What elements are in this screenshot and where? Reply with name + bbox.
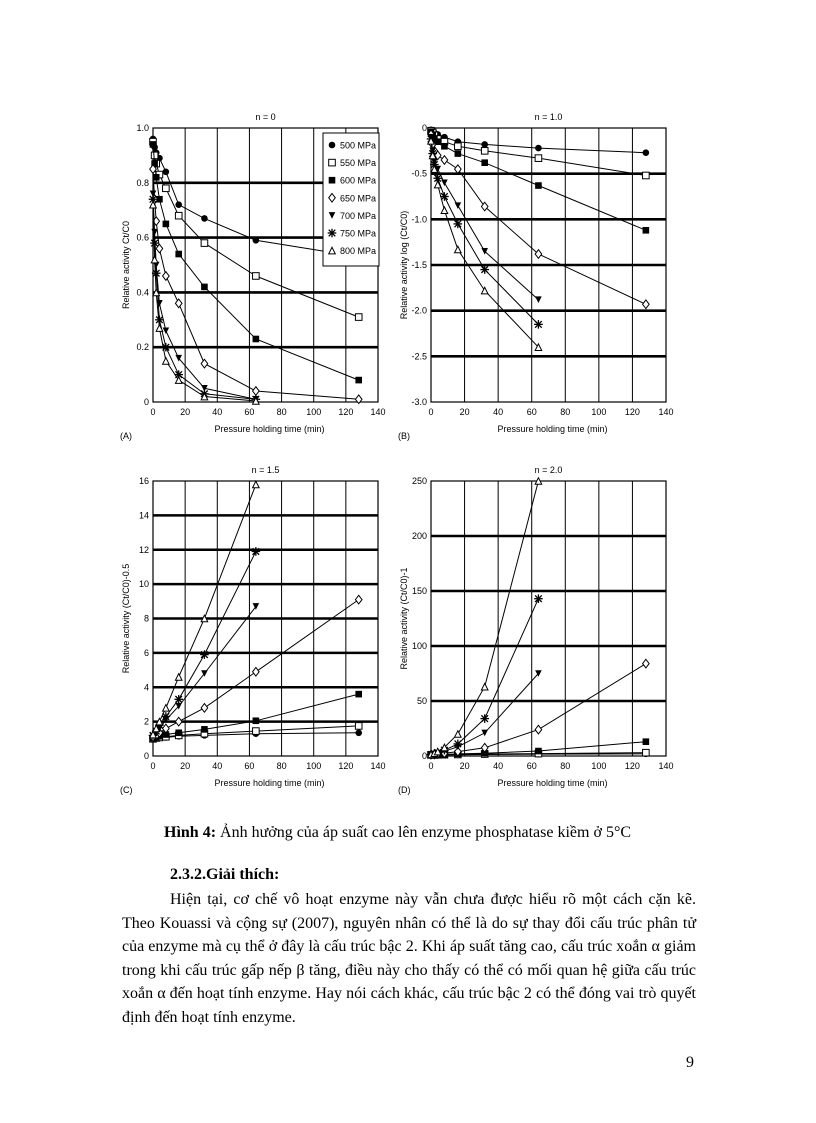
data-point-550-mpa (355, 723, 362, 730)
legend-label: 600 MPa (340, 175, 377, 186)
panel-label: (A) (120, 431, 132, 441)
data-point-550-mpa (175, 212, 182, 219)
x-tick-label: 0 (428, 407, 434, 417)
data-point-500-mpa (481, 141, 488, 148)
x-tick-label: 100 (306, 761, 322, 771)
caption-label: Hình 4: (164, 824, 217, 841)
paragraph-text: Hiện tại, cơ chế vô hoạt enzyme này vẫn chưa được hiểu rõ một cách cặn kẽ. Theo Kouassi và cộng sự (2007), nguyên nhân có thể là do sự thay đổi cấu trúc phân tử của enzyme mà cụ thể ở đây là cấu trúc bậc 2. Khi áp suất tăng cao, cấu trúc xoắn α giảm trong khi cấu trúc gấp nếp β tăng, điều này cho thấy có thể có mối quan hệ giữa cấu trúc xoắn α đến hoạt tính enzyme. Hay nói cách khác, cấu trúc bậc 2 có thể đóng vai trò quyết định đến hoạt tính enzyme. (122, 891, 696, 1026)
page-number: 9 (686, 1054, 694, 1071)
x-tick-label: 60 (526, 761, 537, 771)
x-tick-label: 0 (428, 761, 434, 771)
x-axis-label: Pressure holding time (min) (497, 778, 608, 788)
y-tick-label: 0.8 (136, 177, 149, 188)
data-point-500-mpa (253, 237, 260, 244)
data-point-550-mpa (643, 172, 650, 179)
data-point-750-mpa (252, 547, 261, 556)
data-point-600-mpa (163, 221, 170, 228)
y-axis-label: Relative activity log (Ct/C0) (399, 210, 409, 320)
data-point-750-mpa (454, 740, 463, 749)
data-point-600-mpa (643, 738, 650, 745)
y-axis-label: Relative activity Ct/C0 (121, 220, 131, 310)
data-point-750-mpa (152, 269, 161, 278)
y-tick-label: -2.5 (411, 351, 427, 362)
y-tick-label: 0 (421, 751, 427, 761)
data-point-500-mpa (175, 201, 182, 208)
data-point-750-mpa (200, 650, 209, 659)
data-point-550-mpa (253, 728, 260, 735)
data-point-600-mpa (535, 748, 542, 755)
y-tick-label: 0.2 (136, 342, 149, 353)
x-tick-label: 40 (493, 761, 504, 771)
y-tick-label: 8 (143, 613, 149, 624)
body-paragraph (122, 888, 696, 1029)
chart-title: n = 1.0 (534, 112, 563, 122)
x-tick-label: 80 (560, 761, 571, 771)
x-tick-label: 80 (560, 407, 571, 417)
x-tick-label: 60 (244, 761, 255, 771)
y-tick-label: 12 (138, 544, 149, 555)
y-tick-label: 0 (143, 751, 149, 761)
y-tick-label: -3.0 (411, 397, 427, 407)
x-tick-label: 0 (150, 407, 156, 417)
x-tick-label: 140 (658, 407, 674, 417)
y-tick-label: 100 (411, 641, 427, 651)
y-tick-label: 6 (143, 647, 149, 658)
data-point-600-mpa (201, 726, 208, 733)
data-point-550-mpa (643, 749, 650, 756)
x-axis-label: Pressure holding time (min) (497, 424, 608, 434)
y-tick-label: 0 (421, 123, 427, 133)
x-axis-label: Pressure holding time (min) (214, 778, 325, 788)
x-tick-label: 80 (276, 761, 287, 771)
data-point-600-mpa (481, 159, 488, 166)
x-tick-label: 20 (459, 407, 470, 417)
x-tick-label: 20 (180, 761, 191, 771)
x-tick-label: 120 (338, 407, 354, 417)
legend-marker (329, 177, 336, 184)
data-point-550-mpa (355, 314, 362, 321)
x-tick-label: 140 (658, 761, 674, 771)
y-tick-label: -0.5 (411, 168, 427, 179)
y-tick-label: 16 (138, 476, 149, 486)
x-tick-label: 100 (591, 407, 607, 417)
data-point-750-mpa (174, 695, 183, 704)
data-point-600-mpa (441, 143, 448, 150)
legend-label: 700 MPa (340, 210, 377, 221)
x-tick-label: 40 (212, 407, 223, 417)
y-tick-label: 2 (143, 716, 149, 727)
data-point-750-mpa (534, 320, 543, 329)
data-point-750-mpa (480, 714, 489, 723)
chart-title: n = 0 (255, 112, 276, 122)
data-point-750-mpa (534, 594, 543, 603)
x-tick-label: 100 (591, 761, 607, 771)
y-tick-label: 14 (138, 510, 149, 521)
x-tick-label: 80 (276, 407, 287, 417)
legend-label: 500 MPa (340, 140, 377, 151)
y-tick-label: -1.5 (411, 260, 427, 270)
y-tick-label: 1.0 (136, 123, 149, 133)
data-point-600-mpa (643, 227, 650, 234)
x-tick-label: 20 (180, 407, 191, 417)
section-heading: 2.3.2.Giải thích: (170, 866, 280, 883)
x-tick-label: 120 (624, 761, 640, 771)
legend-label: 650 MPa (340, 193, 377, 204)
plot-frame (431, 481, 666, 756)
x-tick-label: 140 (370, 407, 386, 417)
data-point-500-mpa (163, 169, 170, 176)
panel-label: (D) (398, 785, 411, 795)
y-tick-label: 0 (143, 397, 149, 407)
data-point-600-mpa (455, 150, 462, 157)
y-axis-label: Relative activity (Ct/C0)-0.5 (121, 563, 131, 674)
data-point-600-mpa (355, 377, 362, 384)
x-tick-label: 40 (493, 407, 504, 417)
y-tick-label: 200 (411, 531, 427, 541)
caption-text: Ảnh hưởng của áp suất cao lên enzyme phosphatase kiềm ở 5°C (216, 824, 632, 841)
x-tick-label: 120 (624, 407, 640, 417)
data-point-550-mpa (163, 185, 170, 192)
data-point-550-mpa (201, 240, 208, 247)
data-point-600-mpa (355, 691, 362, 698)
x-tick-label: 100 (306, 407, 322, 417)
y-tick-label: 4 (143, 682, 149, 693)
legend-label: 750 MPa (340, 228, 377, 239)
x-tick-label: 60 (244, 407, 255, 417)
y-tick-label: 0.6 (136, 232, 149, 243)
panel-label: (B) (398, 431, 410, 441)
data-point-500-mpa (201, 215, 208, 222)
x-tick-label: 120 (338, 761, 354, 771)
data-point-750-mpa (480, 265, 489, 274)
x-axis-label: Pressure holding time (min) (214, 424, 325, 434)
x-tick-label: 20 (459, 761, 470, 771)
chart-title: n = 2.0 (534, 465, 563, 475)
legend-label: 550 MPa (340, 158, 377, 169)
chart-title: n = 1.5 (251, 465, 280, 475)
data-point-600-mpa (150, 141, 157, 148)
x-tick-label: 40 (212, 761, 223, 771)
x-tick-label: 140 (370, 761, 386, 771)
y-tick-label: 150 (411, 586, 427, 596)
legend-marker (329, 159, 336, 166)
legend-marker (328, 229, 337, 238)
data-point-600-mpa (201, 284, 208, 291)
data-point-600-mpa (535, 182, 542, 189)
data-point-550-mpa (481, 148, 488, 155)
y-tick-label: 0.4 (136, 287, 149, 298)
data-point-600-mpa (175, 251, 182, 258)
y-tick-label: 50 (416, 696, 427, 706)
y-tick-label: -2.0 (411, 305, 427, 316)
data-point-600-mpa (253, 336, 260, 343)
legend-marker (329, 142, 336, 149)
data-point-500-mpa (535, 145, 542, 152)
y-tick-label: 250 (411, 476, 427, 486)
figure-caption (164, 824, 631, 842)
data-point-600-mpa (175, 729, 182, 736)
x-tick-label: 60 (526, 407, 537, 417)
data-point-600-mpa (253, 717, 260, 724)
data-point-500-mpa (355, 729, 362, 736)
y-axis-label: Relative activity (Ct/C0)-1 (399, 567, 409, 670)
data-point-750-mpa (454, 220, 463, 229)
panel-label: (C) (120, 785, 133, 795)
data-point-550-mpa (253, 273, 260, 280)
y-tick-label: 10 (138, 579, 149, 590)
data-point-550-mpa (535, 155, 542, 162)
y-tick-label: -1.0 (411, 214, 427, 225)
data-point-500-mpa (643, 149, 650, 156)
legend-label: 800 MPa (340, 246, 377, 257)
data-point-550-mpa (455, 143, 462, 150)
x-tick-label: 0 (150, 761, 156, 771)
